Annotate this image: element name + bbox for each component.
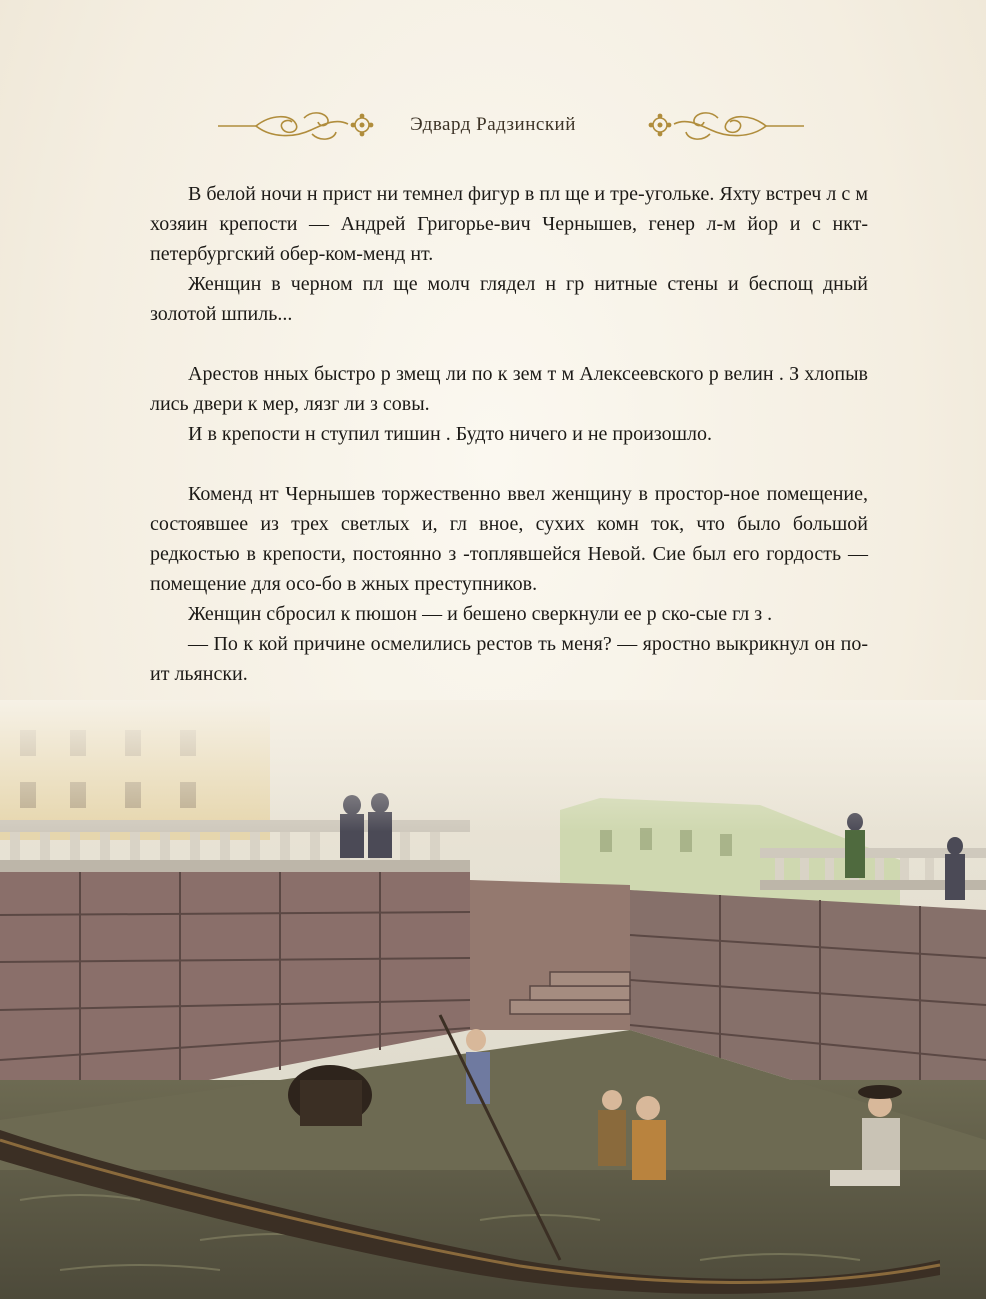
paragraph: В белой ночи н прист ни темнел фигур в пл ще и тре-угольке. Яхту встреч л с м хозяин крепости — Андрей Григорье-вич Чернышев, генер л-м йор и с нкт-петербургский обер-ком-менд нт. (150, 183, 868, 265)
paragraph: Коменд нт Чернышев торжественно ввел женщину в простор-ное помещение, состоявшее из трех светлых и, гл вное, сухих комн ток, что было большой редкостью в крепости, постоянно з -топлявшейся Невой. Сие был его гордость — помещение для осо-бо в жных преступников. (150, 483, 868, 595)
header-title: Эдвард Радзинский (410, 114, 576, 135)
paragraph: Женщин в черном пл ще молч глядел н гр нитные стены и беспощ дный золотой шпиль... (150, 273, 868, 325)
body-text (150, 179, 868, 689)
paragraph: И в крепости н ступил тишин . Будто ничего и не произошло. (188, 423, 712, 445)
canal-painting-image (0, 700, 986, 1299)
ornament-right-icon (636, 104, 806, 148)
running-header (0, 104, 986, 148)
paragraph: Арестов нных быстро р змещ ли по к зем т м Алексеевского р велин . З хлопыв лись двери к мер, лязг ли з совы. (150, 363, 868, 415)
paragraph: Женщин сбросил к пюшон — и бешено сверкнули ее р ско-сые гл з . (188, 603, 773, 625)
paragraph: — По к кой причине осмелились рестов ть меня? — яростно выкрикнул он по-ит льянски. (150, 633, 868, 685)
illustration (0, 700, 986, 1299)
